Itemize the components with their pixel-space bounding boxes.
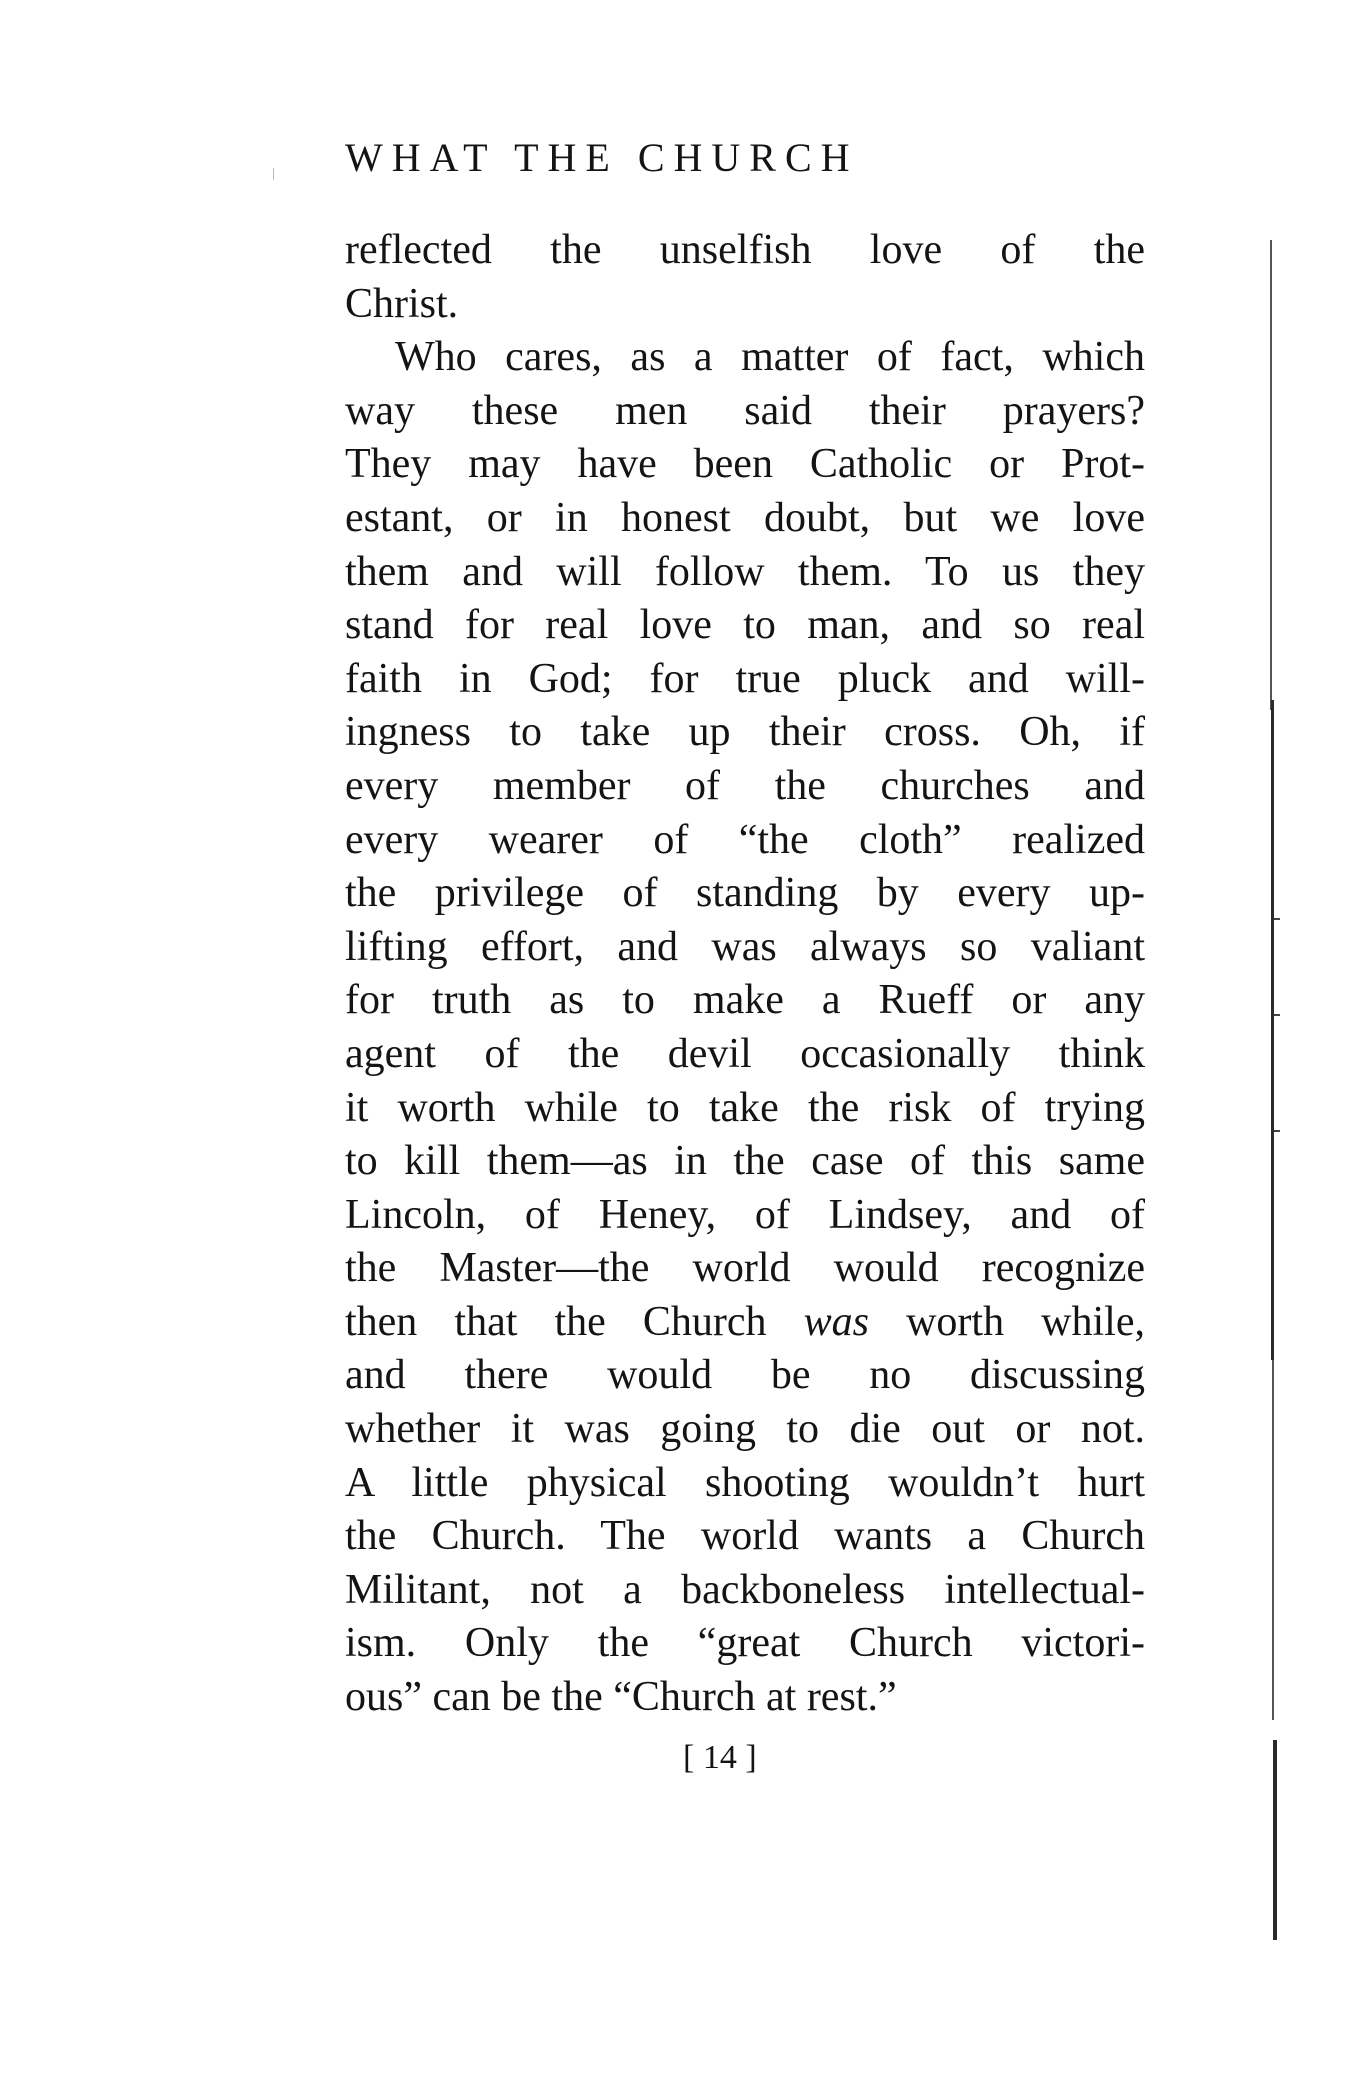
text-line: faith in God; for true pluck and will- [345, 655, 1145, 702]
text-line: They may have been Catholic or Prot- [345, 441, 1145, 488]
text-line: whether it was going to die out or not. [345, 1406, 1145, 1453]
text-line: it worth while to take the risk of trying [345, 1084, 1145, 1131]
running-head: WHAT THE CHURCH [345, 135, 859, 180]
text-segment: worth while, [869, 1298, 1145, 1345]
text-line: Christ. [345, 280, 459, 327]
gutter-edge-line [1273, 1740, 1277, 1940]
text-line: for truth as to make a Rueff or any [345, 977, 1145, 1024]
text-line: A little physical shooting wouldn’t hurt [345, 1459, 1145, 1506]
text-line: Lincoln, of Heney, of Lindsey, and of [345, 1191, 1145, 1238]
text-line: the Church. The world wants a Church [345, 1513, 1145, 1560]
text-line: the privilege of standing by every up- [345, 870, 1145, 917]
text-line [345, 1296, 1145, 1350]
text-line: Who cares, as a matter of fact, which [395, 334, 1145, 381]
text-line: and there would be no discussing [345, 1352, 1145, 1399]
text-line: every member of the churches and [345, 762, 1145, 809]
page-number: [ 14 ] [683, 1739, 757, 1776]
text-line: reflected the unselfish love of the [345, 227, 1145, 273]
gutter-mark [1274, 1014, 1280, 1016]
text-line: lifting effort, and was always so valiant [345, 923, 1145, 970]
text-line: stand for real love to man, and so real [345, 602, 1145, 649]
body-text [345, 224, 1145, 1725]
text-line: them and will follow them. To us they [345, 548, 1145, 595]
text-line: ism. Only the “great Church victori- [345, 1620, 1145, 1667]
text-line: the Master—the world would recognize [345, 1245, 1145, 1292]
text-line: to kill them—as in the case of this same [345, 1138, 1145, 1185]
gutter-edge-line [1272, 1360, 1274, 1720]
scan-speck [273, 168, 274, 180]
text-line: way these men said their prayers? [345, 387, 1145, 434]
text-line: ous” can be the “Church at rest.” [345, 1674, 897, 1721]
text-line: agent of the devil occasionally think [345, 1030, 1145, 1077]
gutter-mark [1274, 1130, 1280, 1132]
text-line: Militant, not a backboneless intellectual- [345, 1566, 1145, 1613]
italic-word: was [803, 1298, 869, 1345]
text-line: ingness to take up their cross. Oh, if [345, 709, 1145, 756]
text-line: estant, or in honest doubt, but we love [345, 494, 1145, 541]
gutter-edge-line [1271, 700, 1274, 1360]
text-line: every wearer of “the cloth” realized [345, 816, 1145, 863]
text-segment: then that the Church [345, 1298, 804, 1345]
gutter-mark [1274, 918, 1280, 920]
gutter-edge-line [1270, 240, 1272, 710]
